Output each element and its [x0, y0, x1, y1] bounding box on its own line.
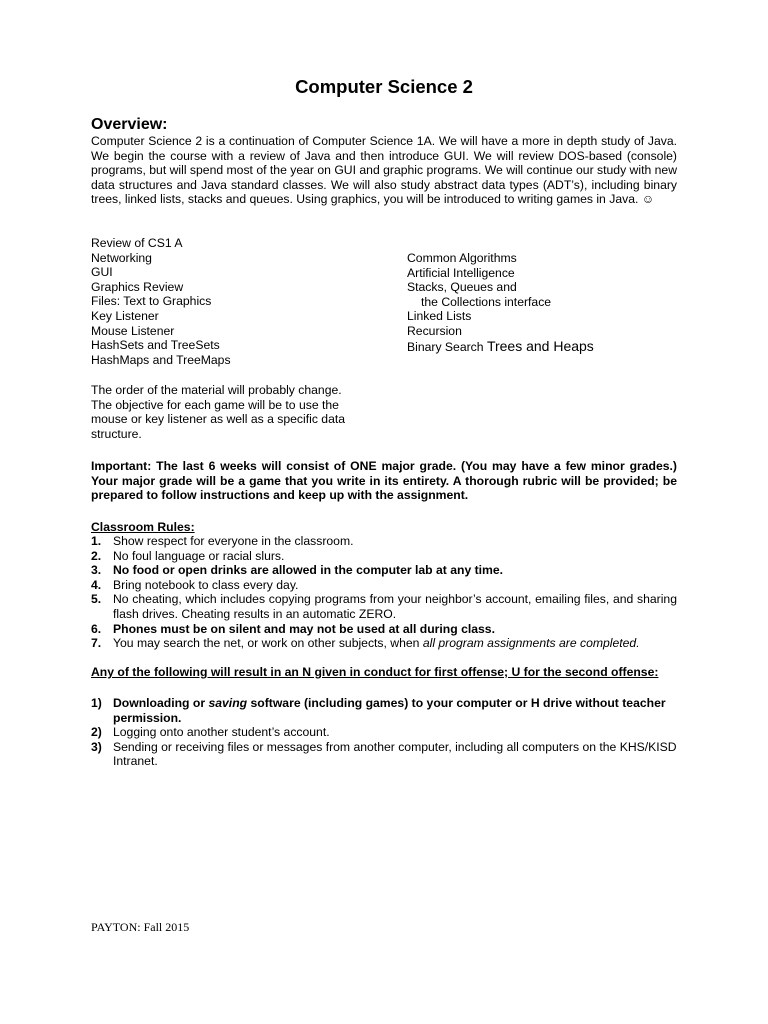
order-note: The order of the material will probably change. The objective for each game will be to use the mouse or key listener as well as a specific data structure.: [91, 383, 346, 441]
item-text-prefix: You may search the net, or work on other subjects, when: [113, 636, 423, 651]
topic-prefix: Binary Search: [407, 339, 487, 354]
list-item: [91, 534, 677, 549]
topic-item-last: [407, 339, 594, 355]
topic-item: Stacks, Queues and: [407, 280, 517, 295]
list-item: [91, 578, 677, 593]
item-number: 3): [91, 739, 102, 754]
item-number: 2): [91, 725, 102, 740]
topics-right-column: [407, 251, 594, 354]
footer-text: PAYTON: Fall 2015: [91, 920, 190, 934]
overview-heading: Overview:: [91, 116, 168, 133]
topic-item: Networking: [91, 250, 152, 265]
topic-item: HashSets and TreeSets: [91, 338, 220, 353]
item-text-suffix: software (including games) to your computer or H drive without teacher permission.: [113, 696, 669, 725]
offense-list: [91, 696, 677, 769]
item-text: Logging onto another student’s account.: [113, 725, 330, 740]
list-item: [91, 563, 677, 578]
item-text: No cheating, which includes copying programs from your neighbor’s account, emailing files, and sharing flash drives. Cheating results in an automatic ZERO.: [113, 592, 677, 621]
item-text: No food or open drinks are allowed in the computer lab at any time.: [113, 563, 504, 578]
item-text: [113, 696, 677, 725]
offense-heading: Any of the following will result in an N given in conduct for first offense; U for the second offense:: [91, 665, 659, 679]
document-title: Computer Science 2: [295, 76, 473, 97]
list-item: [91, 740, 677, 769]
topic-item: Files: Text to Graphics: [91, 294, 212, 309]
topic-item: Linked Lists: [407, 309, 472, 324]
topic-item: Artificial Intelligence: [407, 265, 515, 280]
list-item: [91, 636, 677, 651]
topic-item: Common Algorithms: [407, 251, 517, 265]
topic-item: Key Listener: [91, 308, 159, 323]
important-notice: Important: The last 6 weeks will consist of ONE major grade. (You may have a few minor grades.) Your major grade will be a game that you write in its entirety. A thorough rubric will be provided; be prepared to follow instructions and keep up with the assignment.: [91, 459, 677, 503]
item-number: 4.: [91, 577, 102, 592]
item-text: No foul language or racial slurs.: [113, 548, 285, 563]
item-text: Sending or receiving files or messages from another computer, including all computers on the KHS/KISD Intranet.: [113, 739, 677, 769]
item-text-italic: all program assignments are completed.: [422, 636, 640, 651]
item-number: 2.: [91, 548, 102, 563]
list-item: [91, 592, 677, 621]
topic-item: Graphics Review: [91, 279, 184, 294]
rules-heading: Classroom Rules:: [91, 520, 195, 534]
topic-suffix: Trees and Heaps: [486, 337, 594, 354]
item-text-prefix: Downloading or: [113, 696, 209, 710]
topic-item: Mouse Listener: [91, 323, 175, 338]
list-item: [91, 549, 677, 564]
topic-item: Review of CS1 A: [91, 236, 183, 250]
rules-list: [91, 534, 677, 651]
topic-item: GUI: [91, 265, 113, 280]
item-number: 7.: [91, 636, 102, 651]
item-text: Phones must be on silent and may not be used at all during class.: [113, 621, 495, 636]
topic-item: the Collections interface: [421, 294, 552, 309]
list-item: [91, 622, 677, 637]
item-text: [113, 636, 677, 651]
item-number: 6.: [91, 621, 102, 636]
topic-item: Recursion: [407, 323, 462, 338]
item-text: Show respect for everyone in the classroom.: [113, 534, 354, 548]
topic-item: HashMaps and TreeMaps: [91, 352, 231, 367]
topics-left-column: [91, 236, 231, 367]
item-number: 1.: [91, 534, 102, 548]
item-text: Bring notebook to class every day.: [113, 577, 299, 592]
list-item: [91, 696, 677, 725]
item-number: 5.: [91, 592, 102, 607]
list-item: [91, 725, 677, 740]
item-number: 1): [91, 696, 102, 710]
overview-paragraph: Computer Science 2 is a continuation of Computer Science 1A. We will have a more in depth study of Java. We begin the course with a review of Java and then introduce GUI. We will review DOS-based (console) programs, but will spend most of the year on GUI and graphic programs. We will continue our study with new data structures and Java standard classes. We will also study abstract data types (ADT’s), including binary trees, linked lists, stacks and queues. Using graphics, you will be introduced to writing games in Java. ☺: [91, 134, 677, 207]
item-text-italic: saving: [208, 696, 248, 710]
item-number: 3.: [91, 563, 102, 578]
